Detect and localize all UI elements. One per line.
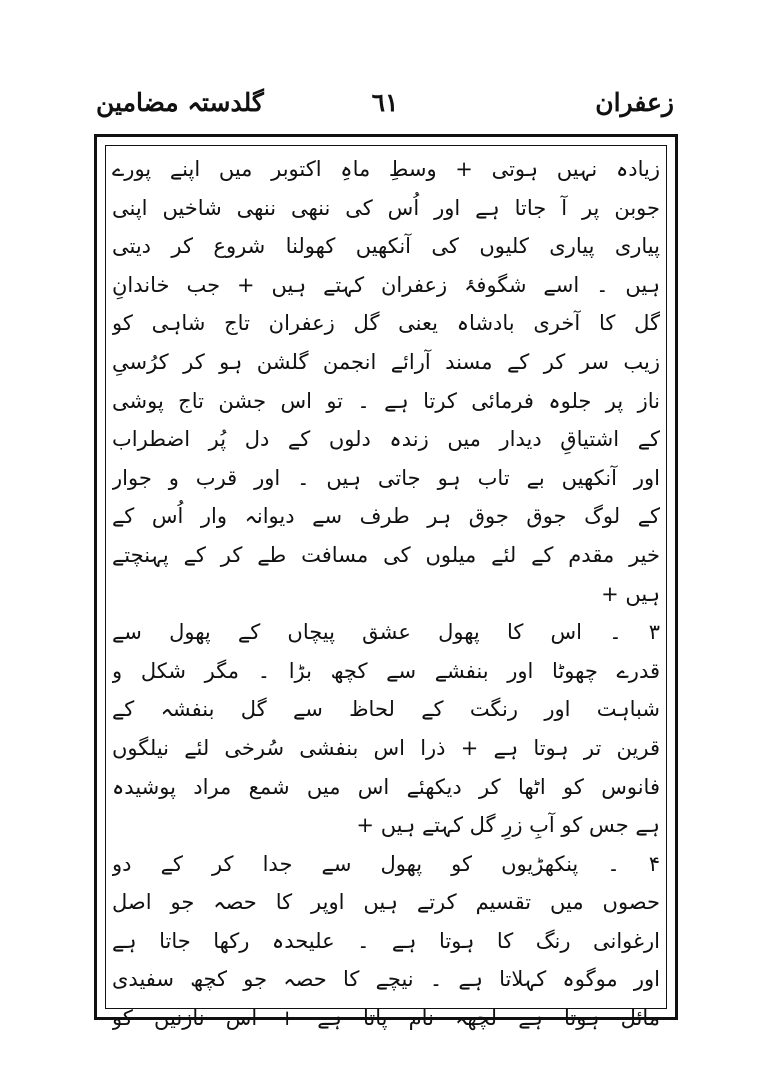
text-line: شباہت اور رنگت کے لحاظ سے گل بنفشہ کے <box>112 697 660 722</box>
text-line: اور موگوہ کہلاتا ہے ۔ نیچے کا حصہ جو کچھ سفیدی <box>112 967 660 992</box>
text-line: قرین تر ہوتا ہے + ذرا اس بنفشی سُرخی لئے نیلگوں <box>112 735 660 760</box>
text-line: ۴ ۔ پنکھڑیوں کو پھول سے جدا کر کے دو <box>112 851 660 876</box>
text-line: کے اشتیاقِ دیدار میں زندہ دلوں کے دل پُر اضطراب <box>112 427 660 452</box>
text-line: کے لوگ جوق جوق ہر طرف سے دیوانہ وار اُس کے <box>112 504 660 529</box>
text-line: ہیں ۔ اسے شگوفۂ زعفران کہتے ہیں + جب خاندانِ <box>112 272 660 297</box>
text-line: حصوں میں تقسیم کرتے ہیں اوپر کا حصہ جو اصل <box>112 890 660 915</box>
text-line: مائل ہوتا ہے لچھہ نام پاتا ہے + اس نازنین کو <box>112 1006 660 1031</box>
text-line: گل کا آخری بادشاہ یعنی گل زعفران تاج شاہی کو <box>112 311 660 336</box>
text-line: زیب سر کر کے مسند آرائے انجمن گلشن ہو کر کرُسیِ <box>112 349 660 374</box>
body-text <box>112 150 660 1038</box>
text-line: پیاری پیاری کلیوں کی آنکھیں کھولنا شروع کر دیتی <box>112 234 660 259</box>
chapter-title: زعفران <box>595 88 674 117</box>
text-line: ۳ ۔ اس کا پھول عشق پیچاں کے پھول سے <box>112 620 660 645</box>
book-title: گلدستہ مضامین <box>96 88 264 117</box>
text-line: ناز پر جلوہ فرمائی کرتا ہے ۔ تو اس جشن تاج پوشی <box>112 388 660 413</box>
text-line: ارغوانی رنگ کا ہوتا ہے ۔ علیحدہ رکھا جاتا ہے <box>112 928 660 953</box>
text-line: فانوس کو اٹھا کر دیکھئے اس میں شمع مراد پوشیدہ <box>112 774 660 799</box>
page-header <box>90 84 680 130</box>
text-line: قدرے چھوٹا اور بنفشے سے کچھ بڑا ۔ مگر شکل و <box>112 658 660 683</box>
text-line: اور آنکھیں بے تاب ہو جاتی ہیں ۔ اور قرب و جوار <box>112 465 660 490</box>
text-line: ہے جس کو آبِ زرِ گل کہتے ہیں + <box>356 813 660 838</box>
page-number: ٦١ <box>371 88 399 117</box>
text-line: جوبن پر آ جاتا ہے اور اُس کی ننھی ننھی شاخیں اپنی <box>112 195 660 220</box>
text-line: خیر مقدم کے لئے میلوں کی مسافت طے کر کے پہنچتے <box>112 542 660 567</box>
text-line: ہیں + <box>601 581 660 606</box>
text-line: زیادہ نہیں ہوتی + وسطِ ماہِ اکتوبر میں اپنے پورے <box>112 157 660 181</box>
